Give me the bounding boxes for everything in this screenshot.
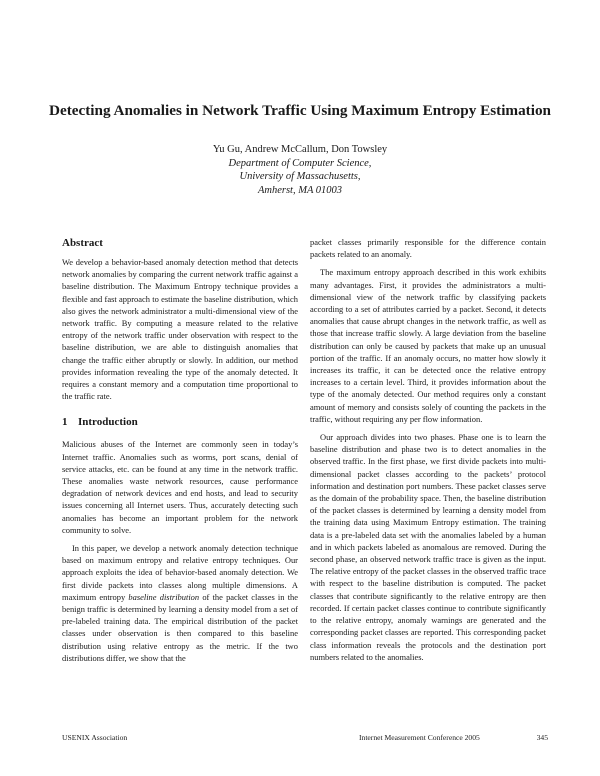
author-names: Yu Gu, Andrew McCallum, Don Towsley <box>212 144 388 155</box>
paper-title: Detecting Anomalies in Network Traffic Using Maximum Entropy Estimation <box>48 102 551 119</box>
section-title: Introduction <box>78 416 138 429</box>
affiliation-location: Amherst, MA 01003 <box>257 184 343 196</box>
affiliation-department: Department of Computer Science, <box>228 157 372 169</box>
introduction-heading <box>62 416 298 429</box>
intro-paragraph-3: packet classes primarily responsible for the difference contain packets related to an anomaly. <box>310 237 546 260</box>
intro-paragraph-2-start: In this paper, we develop a network anomaly detection technique based on maximum entropy and relative entropy techniques. Our approach exploits the idea of behavior-based anomaly detection. We first divide packets into classes along multiple dimensions. A maximum entropy <box>62 543 298 602</box>
abstract-heading: Abstract <box>62 237 103 249</box>
right-column <box>310 236 546 663</box>
intro-paragraph-4: The maximum entropy approach described in this work exhibits many advantages. First, it provides the administrators a multi-dimensional view of the network traffic by classifying packets according to a set of attributes carried by a packet. Second, it detects anomalies that cause abrupt changes in the network traffic, as well as those that increase traffic slowly. A large deviation from the baseline distribution can only be caused by packets that make up an unusual portion of the traffic. If an anomaly occurs, no matter how slowly it increases its traffic, it can be detected once the relative entropy increases to a certain level. Third, it provides information about the type of the anomaly detected. Our method requires only a constant amount of memory and consists solely of counting the packets in the traffic, without requiring any per flow information. <box>310 267 546 424</box>
page-number: 345 <box>536 733 548 742</box>
baseline-distribution-term: baseline distribution <box>128 591 200 602</box>
intro-paragraph-2-end: of the packet classes in the benign traffic is determined by learning a density model from a set of pre-labeled training data. The empirical distribution of the packet classes under observation is then compared to this baseline distribution using relative entropy as the metric. If the two distributions differ, we show that the <box>62 591 299 663</box>
intro-paragraph-2 <box>62 542 298 664</box>
abstract-text: We develop a behavior-based anomaly detection method that detects network anomalies by comparing the current network traffic against a baseline distribution. The Maximum Entropy technique provides a flexible and fast approach to estimate the baseline distribution, which also gives the network administrator a multi-dimensional view of the network traffic. By computing a measure related to the relative entropy of the network traffic under observation with respect to the baseline distribution, we are able to distinguish anomalies that change the traffic either abruptly or slowly. In addition, our method provides information revealing the type of the anomaly detected. It requires a constant memory and a computation time proportional to the traffic rate. <box>62 257 298 402</box>
affiliation-university: University of Massachusetts, <box>239 171 361 183</box>
footer-conference: Internet Measurement Conference 2005 <box>359 733 480 742</box>
left-column <box>62 237 298 664</box>
section-number: 1 <box>62 416 68 429</box>
intro-paragraph-1: Malicious abuses of the Internet are commonly seen in today’s Internet traffic. Anomalies such as worms, port scans, denial of service attacks, etc. can be found at any time in the network traffic. These anomalies waste network resources, cause performance degradation of network devices and end hosts, and lead to security issues concerning all Internet users. Thus, accurately detecting such anomalies has become an important problem for the network community to solve. <box>62 439 298 535</box>
author-block <box>0 143 600 197</box>
footer-association: USENIX Association <box>62 733 128 742</box>
intro-paragraph-5: Our approach divides into two phases. Phase one is to learn the baseline distribution and phase two is to detect anomalies in the observed traffic. In the first phase, we first divide packets into multi-dimensional packet classes according to the packets’ protocol information and destination port numbers. These packet classes serve as the domain of the probability space. Then, the baseline distribution of the packet classes is determined by learning a density model from the training data using Maximum Entropy estimation. The training data is a pre-labeled data set with the anomalies labeled by a human and in which packets labeled as anomalous are removed. During the second phase, an observed network traffic trace is given as the input. The relative entropy of the packet classes in the observed traffic trace with respect to the baseline distribution is computed. The packet classes that contribute significantly to the relative entropy are then recorded. If certain packet classes continue to contribute significantly to the relative entropy, anomaly warnings are generated and the corresponding packet classes are reported. This corresponding packet class information reveals the protocols and the destination port numbers related to the anomalies. <box>310 432 546 662</box>
